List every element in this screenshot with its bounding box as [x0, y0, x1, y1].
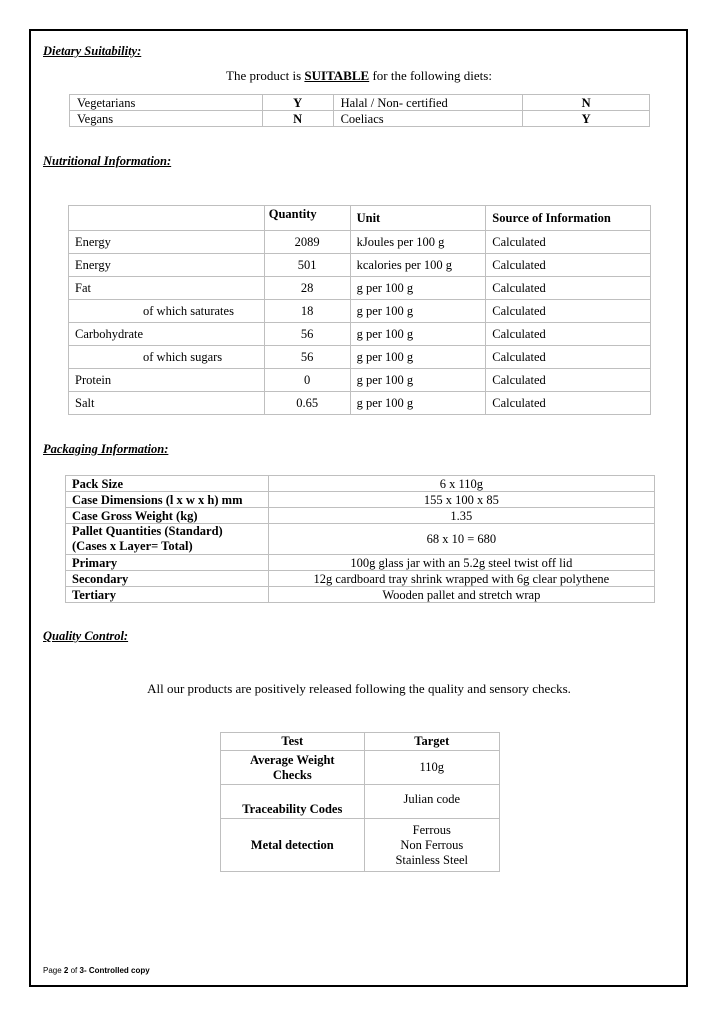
header-test: Test — [221, 733, 365, 751]
diet-value: Y — [523, 111, 650, 127]
nutrient-name: Salt — [69, 392, 265, 415]
table-row — [70, 95, 650, 111]
nutrient-source: Calculated — [486, 277, 651, 300]
pack-label-line: Pallet Quantities (Standard) — [72, 524, 223, 538]
qc-test-line: Average Weight — [249, 752, 335, 767]
pack-label — [66, 524, 269, 555]
table-row — [66, 508, 655, 524]
nutrient-unit: g per 100 g — [350, 277, 486, 300]
nutrient-source: Calculated — [486, 392, 651, 415]
nutrient-unit: g per 100 g — [350, 300, 486, 323]
qc-test: Traceability Codes — [221, 785, 365, 819]
header-quantity: Quantity — [264, 206, 350, 231]
pack-value: 6 x 110g — [268, 476, 654, 492]
quality-statement: All our products are positively released following the quality and sensory checks. — [147, 681, 571, 696]
table-row — [66, 571, 655, 587]
table-row — [66, 492, 655, 508]
nutrient-name: Carbohydrate — [69, 323, 265, 346]
pack-value: 1.35 — [268, 508, 654, 524]
qc-target-line: Stainless Steel — [395, 852, 469, 867]
table-row — [66, 587, 655, 603]
table-row — [69, 346, 651, 369]
nutrient-quantity: 2089 — [264, 231, 350, 254]
quality-table — [220, 732, 500, 872]
nutrient-quantity: 28 — [264, 277, 350, 300]
qc-target-line: Ferrous — [412, 822, 451, 837]
pack-label: Case Gross Weight (kg) — [66, 508, 269, 524]
intro-keyword: SUITABLE — [304, 68, 370, 83]
nutrient-name: Protein — [69, 369, 265, 392]
quality-heading: Quality Control: — [43, 629, 129, 643]
footer-prefix: Page — [43, 966, 64, 975]
diet-value: N — [523, 95, 650, 111]
qc-target — [364, 819, 499, 872]
header-blank — [69, 206, 265, 231]
nutrient-name: Energy — [69, 254, 265, 277]
table-row — [70, 111, 650, 127]
nutrition-table — [68, 205, 651, 415]
qc-test — [221, 751, 365, 785]
qc-target: Julian code — [364, 785, 499, 819]
table-row — [69, 323, 651, 346]
dietary-heading: Dietary Suitability: — [43, 44, 142, 58]
nutrient-name: of which saturates — [69, 300, 265, 323]
dietary-intro — [43, 68, 675, 84]
header-unit: Unit — [350, 206, 486, 231]
nutrient-source: Calculated — [486, 346, 651, 369]
nutrition-heading: Nutritional Information: — [43, 154, 172, 168]
nutrient-unit: g per 100 g — [350, 323, 486, 346]
qc-test-line: Checks — [272, 767, 312, 782]
nutrient-name: of which sugars — [69, 346, 265, 369]
packaging-table — [65, 475, 655, 603]
packaging-heading: Packaging Information: — [43, 442, 169, 456]
table-row — [221, 751, 500, 785]
diet-name: Vegans — [70, 111, 263, 127]
qc-target-line: Non Ferrous — [400, 837, 464, 852]
footer-suffix: - Controlled copy — [83, 966, 150, 975]
diet-name: Coeliacs — [333, 111, 523, 127]
pack-label: Case Dimensions (l x w x h) mm — [66, 492, 269, 508]
nutrient-quantity: 0.65 — [264, 392, 350, 415]
intro-suffix: for the following diets: — [369, 68, 492, 83]
table-row — [69, 392, 651, 415]
pack-label: Tertiary — [66, 587, 269, 603]
pack-label: Primary — [66, 555, 269, 571]
pack-label-line: (Cases x Layer= Total) — [72, 539, 193, 553]
nutrient-quantity: 0 — [264, 369, 350, 392]
footer-of: of — [68, 966, 80, 975]
footer-total-pages: 3 — [79, 966, 84, 975]
nutrient-name: Energy — [69, 231, 265, 254]
table-row — [66, 555, 655, 571]
intro-prefix: The product is — [226, 68, 305, 83]
pack-value: 155 x 100 x 85 — [268, 492, 654, 508]
diet-name: Vegetarians — [70, 95, 263, 111]
table-header-row — [221, 733, 500, 751]
pack-value: 12g cardboard tray shrink wrapped with 6g clear polythene — [268, 571, 654, 587]
table-row — [66, 476, 655, 492]
nutrient-unit: kJoules per 100 g — [350, 231, 486, 254]
nutrient-source: Calculated — [486, 323, 651, 346]
diet-value: N — [262, 111, 333, 127]
footer-page-number: 2 — [63, 966, 69, 975]
diet-value: Y — [262, 95, 333, 111]
nutrient-source: Calculated — [486, 300, 651, 323]
nutrient-quantity: 56 — [264, 346, 350, 369]
pack-value: 100g glass jar with an 5.2g steel twist off lid — [268, 555, 654, 571]
nutrient-source: Calculated — [486, 369, 651, 392]
table-row — [221, 785, 500, 819]
table-header-row — [69, 206, 651, 231]
nutrient-source: Calculated — [486, 231, 651, 254]
page-footer — [43, 966, 150, 975]
nutrient-unit: g per 100 g — [350, 369, 486, 392]
header-target: Target — [364, 733, 499, 751]
table-row — [69, 369, 651, 392]
nutrient-quantity: 18 — [264, 300, 350, 323]
table-row — [69, 231, 651, 254]
table-row — [69, 254, 651, 277]
nutrient-unit: g per 100 g — [350, 392, 486, 415]
nutrient-unit: kcalories per 100 g — [350, 254, 486, 277]
qc-test: Metal detection — [221, 819, 365, 872]
pack-label: Pack Size — [66, 476, 269, 492]
table-row — [69, 277, 651, 300]
pack-value: 68 x 10 = 680 — [268, 524, 654, 555]
qc-target: 110g — [364, 751, 499, 785]
diet-name: Halal / Non- certified — [333, 95, 523, 111]
table-row — [221, 819, 500, 872]
nutrient-unit: g per 100 g — [350, 346, 486, 369]
table-row — [69, 300, 651, 323]
pack-value: Wooden pallet and stretch wrap — [268, 587, 654, 603]
nutrient-name: Fat — [69, 277, 265, 300]
pack-label: Secondary — [66, 571, 269, 587]
nutrient-quantity: 501 — [264, 254, 350, 277]
diet-table — [69, 94, 650, 127]
table-row — [66, 524, 655, 555]
nutrient-quantity: 56 — [264, 323, 350, 346]
nutrient-source: Calculated — [486, 254, 651, 277]
header-source: Source of Information — [486, 206, 651, 231]
